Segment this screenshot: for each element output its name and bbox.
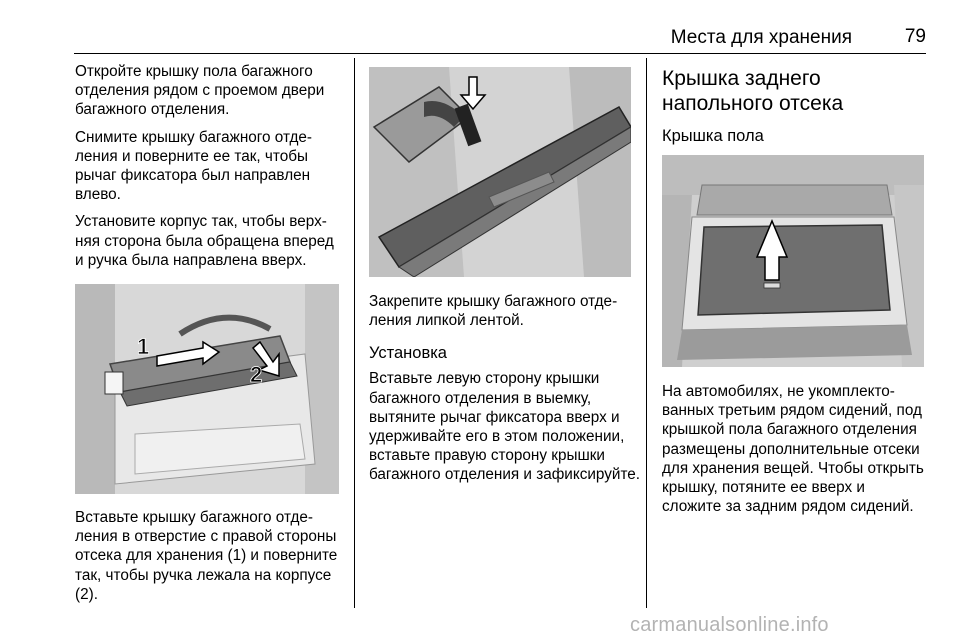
figure-label-1: 1 <box>137 334 150 359</box>
figure-cover-insertion <box>75 284 339 494</box>
col3-main-heading: Крышка заднего напольного отсека <box>662 67 844 115</box>
figure-label-2: 2 <box>250 362 263 387</box>
watermark: carmanualsonline.info <box>630 614 829 636</box>
col2-heading-installation: Установка <box>369 344 447 363</box>
page-number: 79 <box>904 26 926 47</box>
col2-paragraph-1: Закрепите крышку багажного отделения липкой лентой. <box>369 293 618 330</box>
col1-paragraph-2: Снимите крышку багажного отделения и поверните ее так, чтобы рычаг фиксатора был направлен влево. <box>75 128 312 204</box>
figure-velcro-strap <box>369 67 631 277</box>
col1-caption: Вставьте крышку багажного отделения в отверстие с правой стороны отсека для хранения (1) и поверните так, чтобы ручка лежала на корпусе (2). <box>75 509 338 603</box>
column-divider-1 <box>354 58 355 608</box>
figure-floor-cover <box>662 155 924 367</box>
column-divider-2 <box>646 58 647 608</box>
col1-paragraph-3: Установите корпус так, чтобы верхняя сторона была обращена вперед и ручка была направлена вверх. <box>75 213 334 269</box>
column-1-caption <box>75 508 347 612</box>
column-1 <box>75 62 345 278</box>
col1-paragraph-1: Откройте крышку пола багажного отделения рядом с проемом двери багажного отделения. <box>75 63 325 119</box>
col3-paragraph-1: На автомобилях, не укомплектованных третьим рядом сидений, под крышкой пола багажного отделения размещены дополнительные отсеки для хранения вещей. Чтобы открыть крышку, потяните ее вверх и сложите за задним рядом сидений. <box>662 383 924 516</box>
col3-sub-heading: Крышка пола <box>662 127 764 145</box>
header-rule <box>74 53 926 54</box>
column-3 <box>662 382 928 524</box>
column-2 <box>369 292 641 493</box>
page-header-title: Места для хранения <box>670 27 852 48</box>
col2-paragraph-2: Вставьте левую сторону крышки багажного отделения в выемку, вытяните рычаг фиксатора вверх и удерживайте его в этом положении, вставьте правую сторону крышки багажного отделения и зафиксируйте. <box>369 370 641 484</box>
